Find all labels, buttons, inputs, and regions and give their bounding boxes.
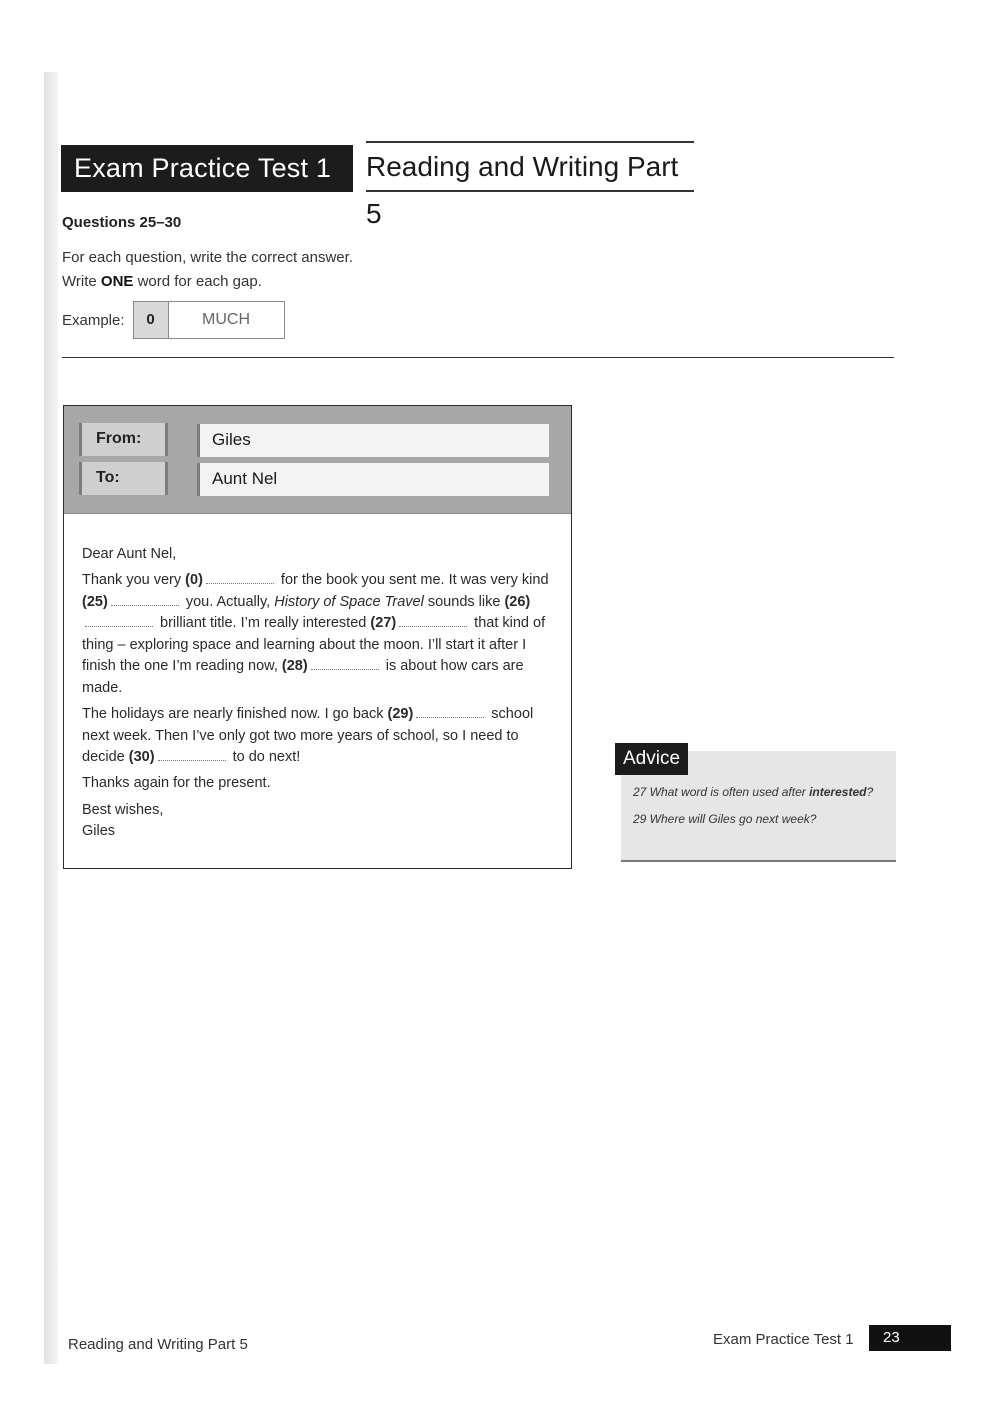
instructions bbox=[62, 246, 353, 294]
email-greeting: Dear Aunt Nel, bbox=[82, 546, 177, 562]
question-28: (28) bbox=[281, 658, 308, 675]
footer-section-title: Reading and Writing Part 5 bbox=[68, 1336, 248, 1353]
instruction-line-1: For each question, write the correct answer. bbox=[62, 249, 353, 266]
gap-28[interactable] bbox=[311, 657, 379, 670]
email-header bbox=[64, 406, 571, 514]
email-panel bbox=[63, 405, 572, 869]
gap-30[interactable] bbox=[158, 748, 226, 761]
test-title: Exam Practice Test 1 bbox=[61, 145, 353, 192]
questions-range: Questions 25–30 bbox=[62, 214, 182, 231]
example-row bbox=[62, 300, 285, 340]
gap-27[interactable] bbox=[399, 614, 467, 627]
email-paragraph-1: Thank you very (0) for the book you sent me. It was very kind (25) you. Actually, History of Space Travel sounds like (26) brilliant title. I’m really interested (27) that kind of thing – exploring space and learning about the moon. I’ll start it after I finish the one I’m reading now, (28) is about how cars are made. bbox=[82, 572, 549, 697]
email-body bbox=[64, 514, 571, 843]
example-number: 0 bbox=[133, 301, 169, 339]
page-spine-shadow bbox=[44, 72, 58, 1364]
email-closing: Best wishes, bbox=[82, 801, 164, 818]
question-26: (26) bbox=[504, 593, 531, 610]
advice-tip-27: 27 What word is often used after interested? bbox=[633, 785, 874, 799]
example-answer: MUCH bbox=[169, 301, 285, 339]
advice-title: Advice bbox=[615, 743, 688, 775]
section-divider bbox=[62, 357, 894, 358]
page-number: 23 bbox=[869, 1325, 951, 1351]
instruction-line-2: Write ONE word for each gap. bbox=[62, 273, 262, 290]
question-25: (25) bbox=[82, 593, 108, 610]
gap-25[interactable] bbox=[111, 593, 179, 606]
email-paragraph-3: Thanks again for the present. bbox=[82, 775, 271, 792]
gap-0 bbox=[206, 571, 274, 584]
gap-26[interactable] bbox=[85, 614, 153, 627]
question-27: (27) bbox=[370, 615, 397, 632]
to-field: Aunt Nel bbox=[197, 463, 549, 496]
email-signature: Giles bbox=[82, 823, 116, 840]
part-title: Reading and Writing Part 5 bbox=[366, 141, 694, 192]
book-title: History of Space Travel bbox=[274, 593, 424, 610]
to-label: To: bbox=[79, 462, 168, 495]
example-label: Example: bbox=[62, 311, 125, 329]
gap-29[interactable] bbox=[416, 705, 484, 718]
advice-tip-29: 29 Where will Giles go next week? bbox=[633, 812, 817, 826]
from-label: From: bbox=[79, 423, 168, 456]
question-29: (29) bbox=[387, 706, 414, 723]
footer-test-title: Exam Practice Test 1 bbox=[713, 1331, 854, 1348]
from-field: Giles bbox=[197, 424, 549, 457]
question-0: (0) bbox=[185, 572, 203, 589]
one-word-emphasis: ONE bbox=[100, 273, 134, 290]
question-30: (30) bbox=[128, 749, 155, 766]
email-paragraph-2: The holidays are nearly finished now. I go back (29) school next week. Then I’ve only got two more years of school, so I need to decide (30) to do next! bbox=[82, 706, 534, 766]
